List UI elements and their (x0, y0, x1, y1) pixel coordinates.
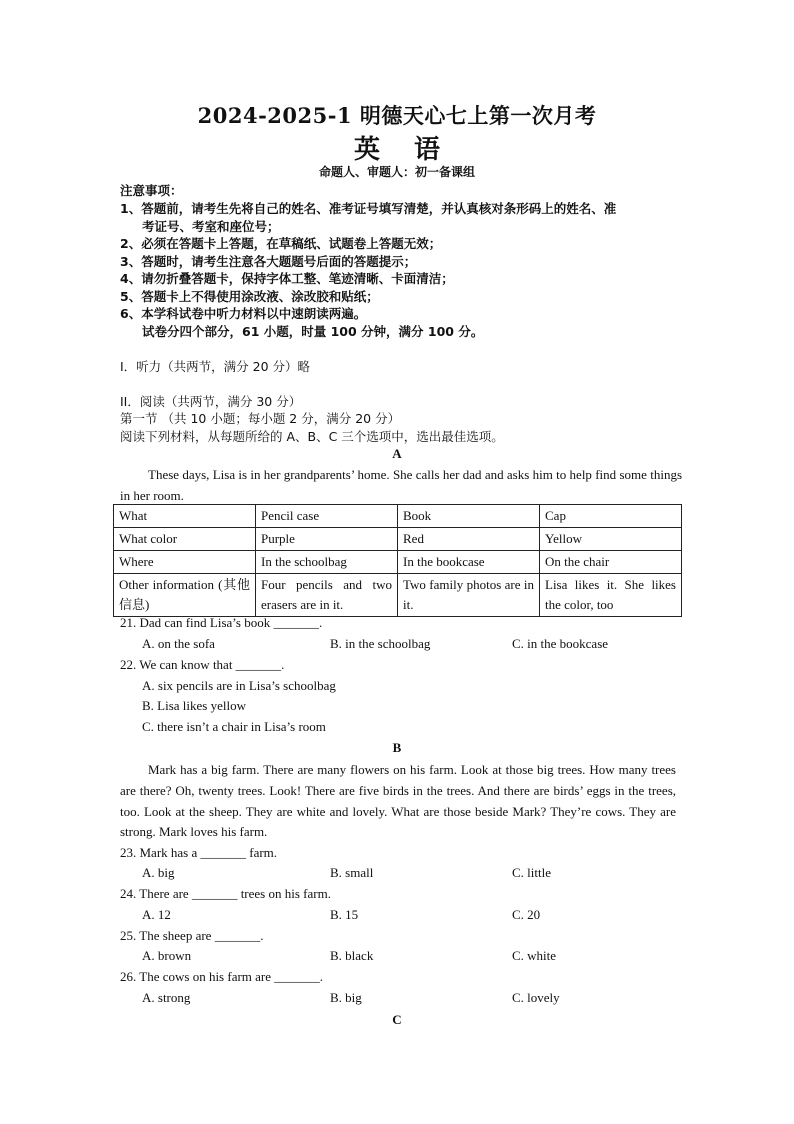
question-23-stem: 23. Mark has a _______ farm. (120, 845, 278, 860)
notice-item: 1、答题前，请考生先将自己的姓名、准考证号填写清楚，并认真核对条形码上的姓名、准 (120, 201, 617, 216)
table-cell: Book (398, 505, 540, 528)
question-26-option-b: B. big (330, 990, 362, 1005)
question-24-option-a: A. 12 (142, 907, 171, 922)
question-23-option-a: A. big (142, 865, 175, 880)
notice-item: 考证号、考室和座位号； (142, 219, 280, 234)
question-24-stem: 24. There are _______ trees on his farm. (120, 886, 331, 901)
table-row (114, 574, 682, 617)
question-25-option-b: B. black (330, 948, 374, 963)
table-cell: Yellow (540, 528, 682, 551)
question-25-option-a: A. brown (142, 948, 192, 963)
question-22-option-c: C. there isn’t a chair in Lisa’s room (142, 719, 326, 734)
notice-item: 4、请勿折叠答题卡，保持字体工整、笔迹清晰、卡面清洁； (120, 271, 454, 286)
notice-item: 5、答题卡上不得使用涂改液、涂改胶和贴纸； (120, 289, 379, 304)
table-cell: In the schoolbag (256, 551, 398, 574)
part-1-listening: I．听力（共两节，满分 20 分）略 (120, 359, 311, 374)
table-cell: Lisa likes it. She likes the color, too (540, 574, 682, 617)
question-26-option-a: A. strong (142, 990, 191, 1005)
question-22-option-b: B. Lisa likes yellow (142, 698, 246, 713)
question-24-option-b: B. 15 (330, 907, 359, 922)
reading-instruction: 阅读下列材料，从每题所给的 A、B、C 三个选项中，选出最佳选项。 (120, 429, 504, 444)
exam-title: 2024-2025-1 明德天心七上第一次月考 (197, 103, 597, 128)
question-25-option-c: C. white (512, 948, 557, 963)
table-row (114, 551, 682, 574)
table-cell: Red (398, 528, 540, 551)
notice-summary: 试卷分四个部分，61 小题，时量 100 分钟，满分 100 分。 (142, 324, 484, 339)
subject-title: 英语 (353, 135, 474, 165)
table-cell: In the bookcase (398, 551, 540, 574)
question-23-option-b: B. small (330, 865, 374, 880)
table-cell: What (114, 505, 256, 528)
table-row (114, 528, 682, 551)
notice-item: 3、答题时，请考生注意各大题题号后面的答题提示； (120, 254, 417, 269)
question-25-stem: 25. The sheep are _______. (120, 928, 264, 943)
question-22-option-a: A. six pencils are in Lisa’s schoolbag (142, 678, 336, 693)
passage-a-intro: These days, Lisa is in her grandparents’ home. She calls her dad and asks him to help find some things in her room. (120, 467, 682, 503)
passage-b-label: B (392, 740, 402, 755)
passage-b-text: Mark has a big farm. There are many flowers on his farm. Look at those big trees. How many trees are there? Oh, twenty trees. Look! There are five birds in the trees. And there are birds’ eggs in the trees, too. Look at the sheep. They are white and lovely. What are those beside Mark? They’re cows. They are strong. Mark loves his farm. (120, 762, 676, 840)
question-23-option-c: C. little (512, 865, 551, 880)
part-2-heading: II．阅读（共两节，满分 30 分） (120, 394, 302, 409)
notice-item: 6、本学科试卷中听力材料以中速朗读两遍。 (120, 306, 367, 321)
question-24-option-c: C. 20 (512, 907, 541, 922)
section-1-heading: 第一节 （共 10 小题；每小题 2 分，满分 20 分） (120, 411, 401, 426)
table-cell: Other information (其他信息) (114, 574, 256, 617)
notice-heading: 注意事项： (120, 183, 183, 198)
table-cell: Pencil case (256, 505, 398, 528)
lisa-items-table (113, 504, 682, 617)
authors-line: 命题人、审题人：初一备课组 (318, 165, 475, 179)
question-21-option-a: A. on the sofa (142, 636, 215, 651)
table-cell: On the chair (540, 551, 682, 574)
passage-a-label: A (392, 446, 402, 461)
table-cell: What color (114, 528, 256, 551)
table-cell: Two family photos are in it. (398, 574, 540, 617)
table-cell: Where (114, 551, 256, 574)
question-26-option-c: C. lovely (512, 990, 560, 1005)
table-row (114, 505, 682, 528)
table-cell: Purple (256, 528, 398, 551)
table-cell: Four pencils and two erasers are in it. (256, 574, 398, 617)
table-cell: Cap (540, 505, 682, 528)
question-21-stem: 21. Dad can find Lisa’s book _______. (120, 615, 323, 630)
question-22-stem: 22. We can know that _______. (120, 657, 285, 672)
question-26-stem: 26. The cows on his farm are _______. (120, 969, 324, 984)
passage-c-label: C (392, 1012, 402, 1027)
notice-item: 2、必须在答题卡上答题，在草稿纸、试题卷上答题无效； (120, 236, 442, 251)
question-21-option-b: B. in the schoolbag (330, 636, 431, 651)
question-21-option-c: C. in the bookcase (512, 636, 609, 651)
